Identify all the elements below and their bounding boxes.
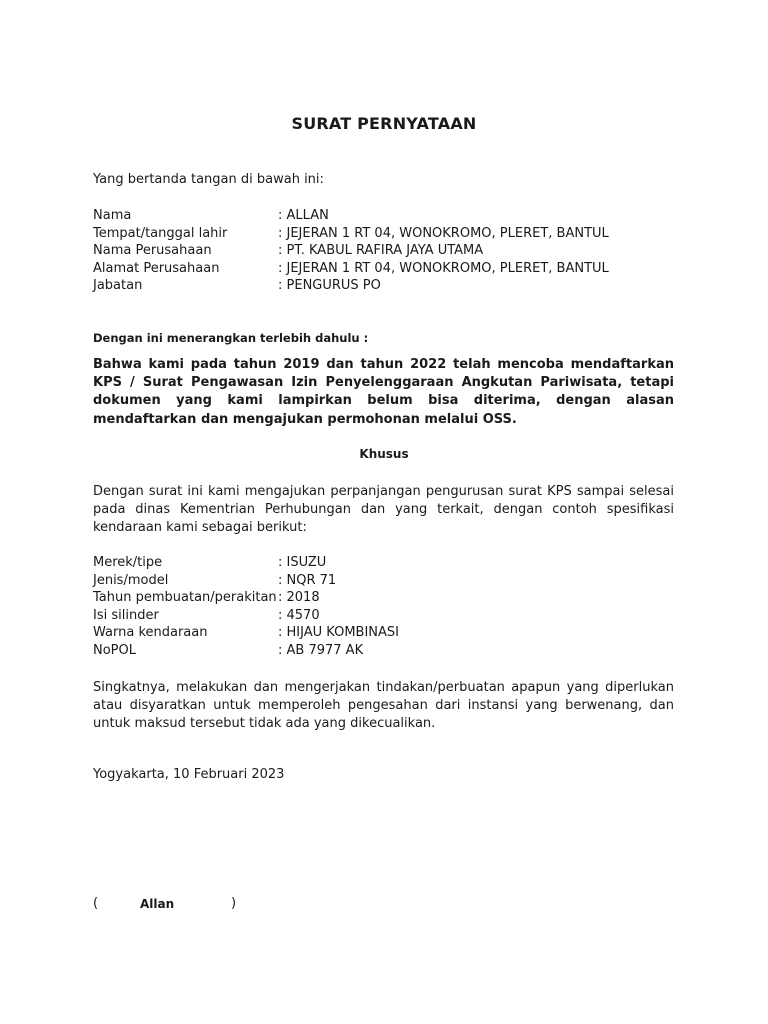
vehicle-value: : NQR 71 <box>278 572 337 588</box>
statement-paragraph: Bahwa kami pada tahun 2019 dan tahun 2022 telah mencoba mendaftarkan KPS / Surat Pengawasan Izin Penyelenggaraan Angkutan Pariwisata, tetapi dokumen yang kami lampirkan belum bisa diterima, dengan alasan mendaftarkan dan mengajukan permohonan melalui OSS. <box>93 357 674 427</box>
identity-value: : ALLAN <box>278 208 329 223</box>
signature-close-paren: ) <box>231 896 237 911</box>
closing-paragraph: Singkatnya, melakukan dan mengerjakan tindakan/perbuatan apapun yang diperlukan atau disyaratkan untuk memperoleh pengesahan dari instansi yang berwenang, dan untuk maksud tersebut tidak ada yang dikecualikan. <box>93 680 674 732</box>
request-paragraph: Dengan surat ini kami mengajukan perpanjangan pengurusan surat KPS sampai selesai pada dinas Kementrian Perhubungan dan yang terkait, dengan contoh spesifikasi kendaraan kami sebagai berikut: <box>93 484 674 536</box>
vehicle-value: : 2018 <box>278 590 320 606</box>
special-heading: Khusus <box>359 447 409 461</box>
identity-key: Tempat/tanggal lahir <box>93 225 228 241</box>
identity-value: : JEJERAN 1 RT 04, WONOKROMO, PLERET, BANTUL <box>278 225 609 241</box>
identity-value: : PT. KABUL RAFIRA JAYA UTAMA <box>278 243 484 259</box>
vehicle-key: Warna kendaraan <box>93 625 208 641</box>
vehicle-value: : 4570 <box>278 607 320 623</box>
signature-name: Allan <box>140 897 175 911</box>
identity-value: : JEJERAN 1 RT 04, WONOKROMO, PLERET, BANTUL <box>278 260 609 276</box>
identity-key: Alamat Perusahaan <box>93 260 220 276</box>
vehicle-key: Jenis/model <box>93 572 169 588</box>
vehicle-key: Tahun pembuatan/perakitan <box>93 590 277 606</box>
identity-key: Jabatan <box>93 278 143 294</box>
document-title: SURAT PERNYATAAN <box>291 114 477 133</box>
identity-key: Nama <box>93 208 132 223</box>
place-date: Yogyakarta, 10 Februari 2023 <box>93 767 285 782</box>
identity-value: : PENGURUS PO <box>278 278 381 294</box>
intro-line: Yang bertanda tangan di bawah ini: <box>93 172 324 187</box>
vehicle-value: : HIJAU KOMBINASI <box>278 625 399 641</box>
signature-block <box>93 895 293 913</box>
identity-key: Nama Perusahaan <box>93 243 212 259</box>
vehicle-value: : ISUZU <box>278 555 327 570</box>
statement-heading: Dengan ini menerangkan terlebih dahulu : <box>93 331 369 345</box>
vehicle-value: : AB 7977 AK <box>278 642 364 658</box>
vehicle-key: Merek/tipe <box>93 555 163 570</box>
signature-open-paren: ( <box>93 896 99 911</box>
vehicle-key: Isi silinder <box>93 607 159 623</box>
vehicle-key: NoPOL <box>93 642 136 658</box>
